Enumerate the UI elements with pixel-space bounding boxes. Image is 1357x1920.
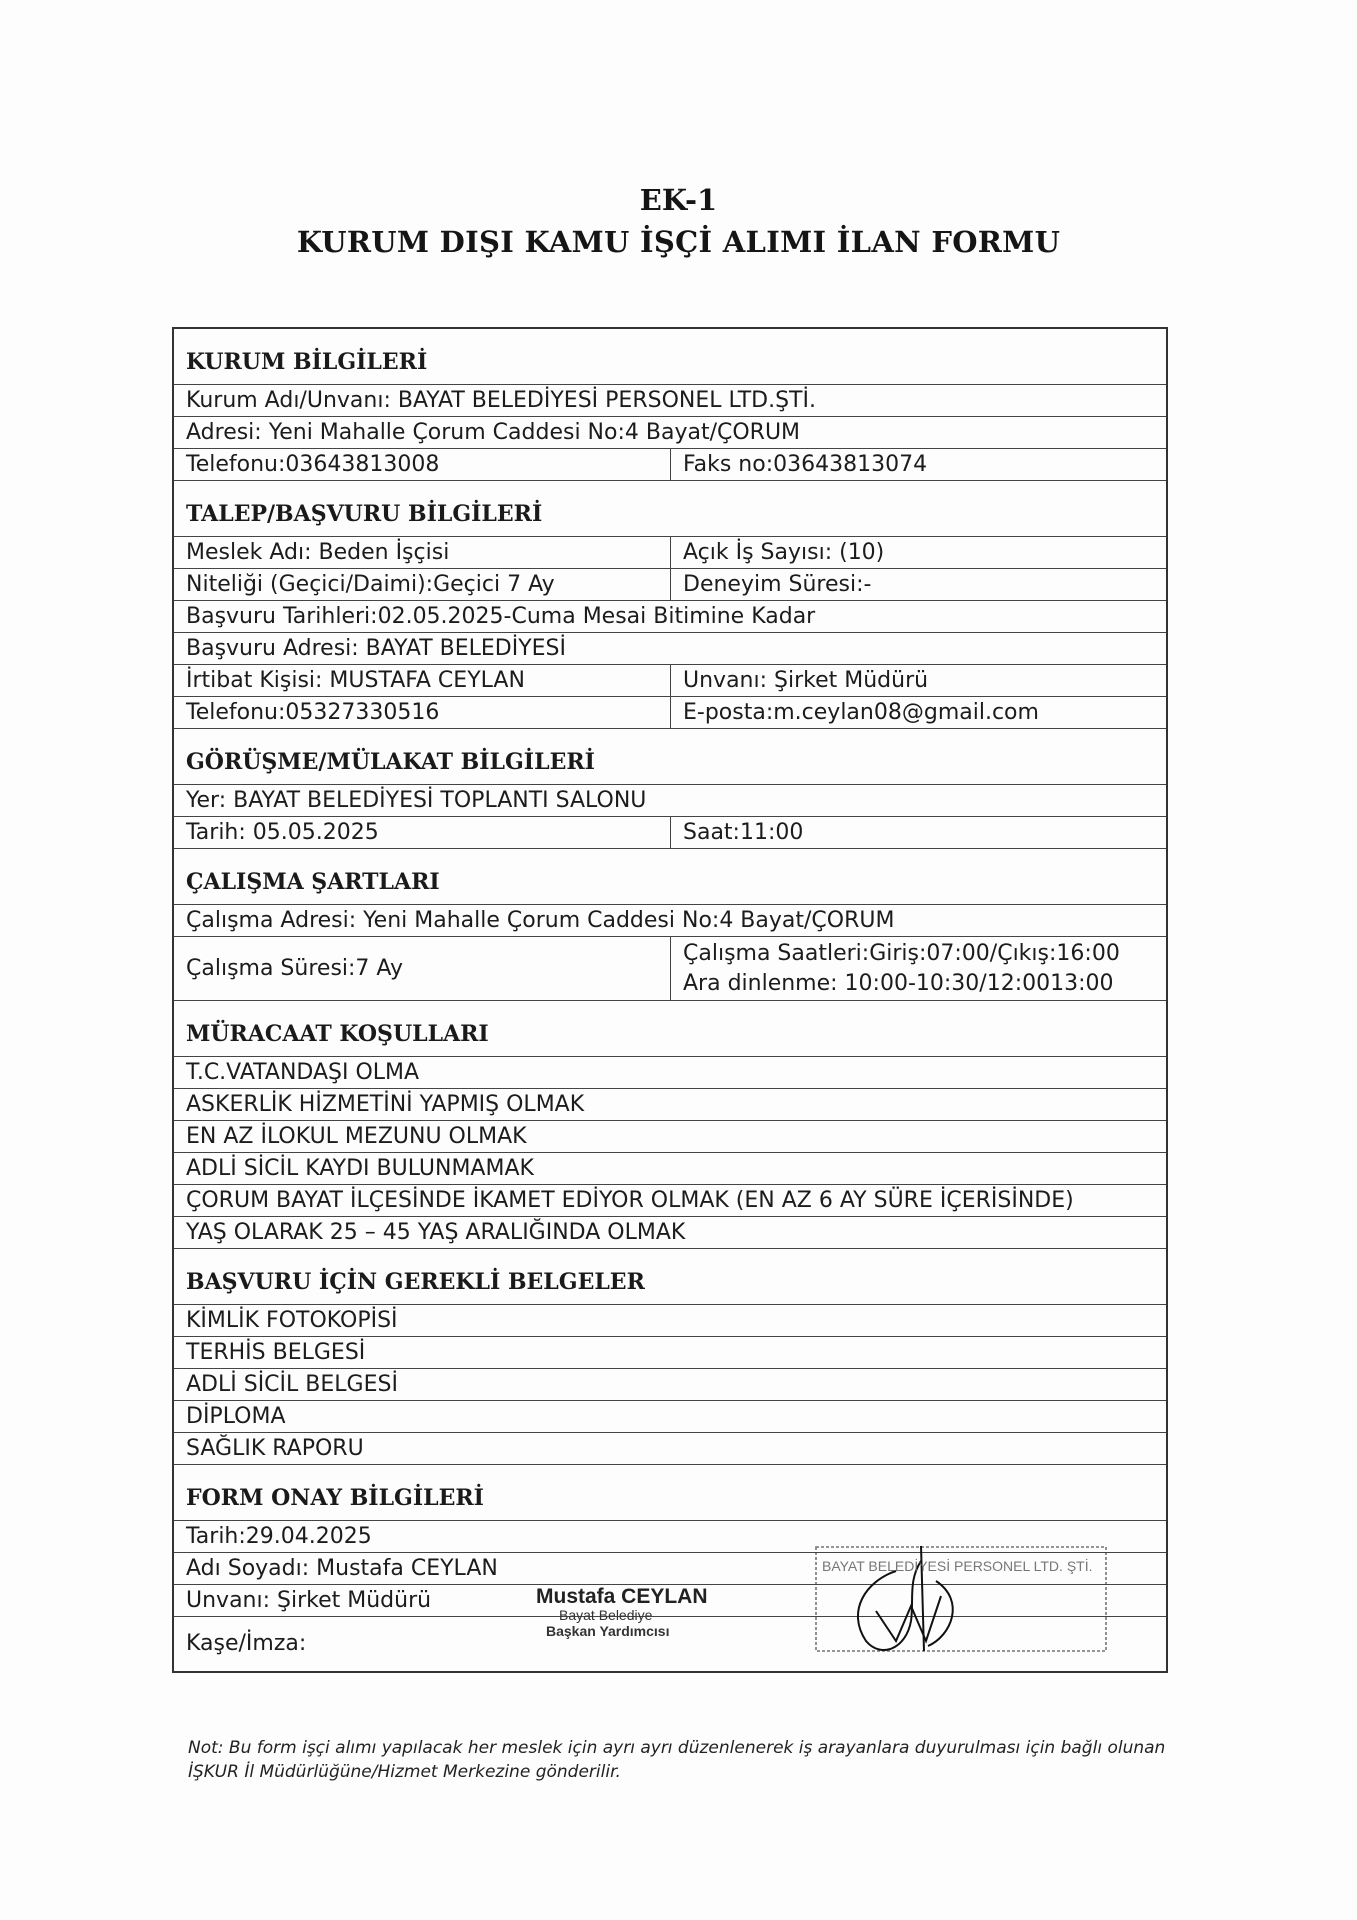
- onay-tarih: Tarih:29.04.2025: [174, 1521, 1166, 1553]
- basvuru-tarihleri: Başvuru Tarihleri:02.05.2025-Cuma Mesai Bitimine Kadar: [174, 601, 1166, 633]
- calisma-suresi: Çalışma Süresi:7 Ay: [174, 937, 671, 1000]
- kase-imza: Kaşe/İmza:: [186, 1631, 307, 1656]
- list-item: T.C.VATANDAŞI OLMA: [174, 1057, 1166, 1089]
- document-title: [0, 180, 1357, 264]
- calisma-row: [174, 937, 1166, 1001]
- onay-unvan: Unvanı: Şirket Müdürü: [186, 1588, 432, 1613]
- irtibat-eposta: E-posta:m.ceylan08@gmail.com: [683, 700, 1039, 725]
- calisma-saatleri-cell: [671, 937, 1166, 1000]
- talep-row-1: [174, 537, 1166, 569]
- announcement-form: [172, 327, 1168, 1673]
- annex-label: EK-1: [639, 183, 718, 217]
- deneyim-suresi: Deneyim Süresi:-: [683, 572, 872, 597]
- calisma-saatleri: Çalışma Saatleri:Giriş:07:00/Çıkış:16:00: [683, 941, 1120, 966]
- gorusme-row: [174, 817, 1166, 849]
- talep-row-2: [174, 569, 1166, 601]
- niteligi: Niteliği (Geçici/Daimi):Geçici 7 Ay: [174, 569, 671, 600]
- list-item: SAĞLIK RAPORU: [174, 1433, 1166, 1465]
- gorusme-saat: Saat:11:00: [683, 820, 804, 845]
- footnote: Not: Bu form işçi alımı yapılacak her meslek için ayrı ayrı düzenlenerek iş arayanlara duyurulması için bağlı olunan İŞKUR İl Müdürlüğüne/Hizmet Merkezine gönderilir.: [188, 1738, 1166, 1782]
- basvuru-adresi: Başvuru Adresi: BAYAT BELEDİYESİ: [174, 633, 1166, 665]
- stamp-line-2: Başkan Yardımcısı: [546, 1623, 670, 1639]
- section-gorusme: GÖRÜŞME/MÜLAKAT BİLGİLERİ: [174, 729, 1166, 785]
- company-stamp-text: BAYAT BELEDİYESİ PERSONEL LTD. ŞTİ.: [822, 1558, 1093, 1574]
- talep-row-3: [174, 665, 1166, 697]
- kurum-contact-row: [174, 449, 1166, 481]
- irtibat-unvan: Unvanı: Şirket Müdürü: [683, 668, 929, 693]
- list-item: ADLİ SİCİL BELGESİ: [174, 1369, 1166, 1401]
- irtibat-kisisi: İrtibat Kişisi: MUSTAFA CEYLAN: [174, 665, 671, 696]
- form-title: KURUM DIŞI KAMU İŞÇİ ALIMI İLAN FORMU: [296, 225, 1061, 259]
- meslek-adi: Meslek Adı: Beden İşçisi: [174, 537, 671, 568]
- kurum-telefon: Telefonu:03643813008: [174, 449, 671, 480]
- calisma-adresi: Çalışma Adresi: Yeni Mahalle Çorum Caddesi No:4 Bayat/ÇORUM: [174, 905, 1166, 937]
- section-onay: FORM ONAY BİLGİLERİ: [174, 1465, 1166, 1521]
- kurum-adi: Kurum Adı/Unvanı: BAYAT BELEDİYESİ PERSONEL LTD.ŞTİ.: [174, 385, 1166, 417]
- list-item: ASKERLİK HİZMETİNİ YAPMIŞ OLMAK: [174, 1089, 1166, 1121]
- irtibat-telefon: Telefonu:05327330516: [174, 697, 671, 728]
- talep-row-4: [174, 697, 1166, 729]
- list-item: ÇORUM BAYAT İLÇESİNDE İKAMET EDİYOR OLMAK (EN AZ 6 AY SÜRE İÇERİSİNDE): [174, 1185, 1166, 1217]
- stamp-line-1: Bayat Belediye: [559, 1607, 653, 1623]
- acik-is-sayisi: Açık İş Sayısı: (10): [683, 540, 885, 565]
- gorusme-tarih: Tarih: 05.05.2025: [174, 817, 671, 848]
- list-item: DİPLOMA: [174, 1401, 1166, 1433]
- list-item: YAŞ OLARAK 25 – 45 YAŞ ARALIĞINDA OLMAK: [174, 1217, 1166, 1249]
- list-item: TERHİS BELGESİ: [174, 1337, 1166, 1369]
- section-muracaat: MÜRACAAT KOŞULLARI: [174, 1001, 1166, 1057]
- list-item: ADLİ SİCİL KAYDI BULUNMAMAK: [174, 1153, 1166, 1185]
- ara-dinlenme: Ara dinlenme: 10:00-10:30/12:0013:00: [683, 971, 1114, 996]
- stamp-name: Mustafa CEYLAN: [536, 1585, 708, 1608]
- list-item: KİMLİK FOTOKOPİSİ: [174, 1305, 1166, 1337]
- section-calisma: ÇALIŞMA ŞARTLARI: [174, 849, 1166, 905]
- section-kurum: KURUM BİLGİLERİ: [174, 329, 1166, 385]
- kurum-adres: Adresi: Yeni Mahalle Çorum Caddesi No:4 Bayat/ÇORUM: [174, 417, 1166, 449]
- section-talep: TALEP/BAŞVURU BİLGİLERİ: [174, 481, 1166, 537]
- gorusme-yer: Yer: BAYAT BELEDİYESİ TOPLANTI SALONU: [174, 785, 1166, 817]
- onay-adi-soyadi: Adı Soyadı: Mustafa CEYLAN: [174, 1553, 1166, 1585]
- section-belgeler: BAŞVURU İÇİN GEREKLİ BELGELER: [174, 1249, 1166, 1305]
- kurum-faks: Faks no:03643813074: [683, 452, 928, 477]
- list-item: EN AZ İLOKUL MEZUNU OLMAK: [174, 1121, 1166, 1153]
